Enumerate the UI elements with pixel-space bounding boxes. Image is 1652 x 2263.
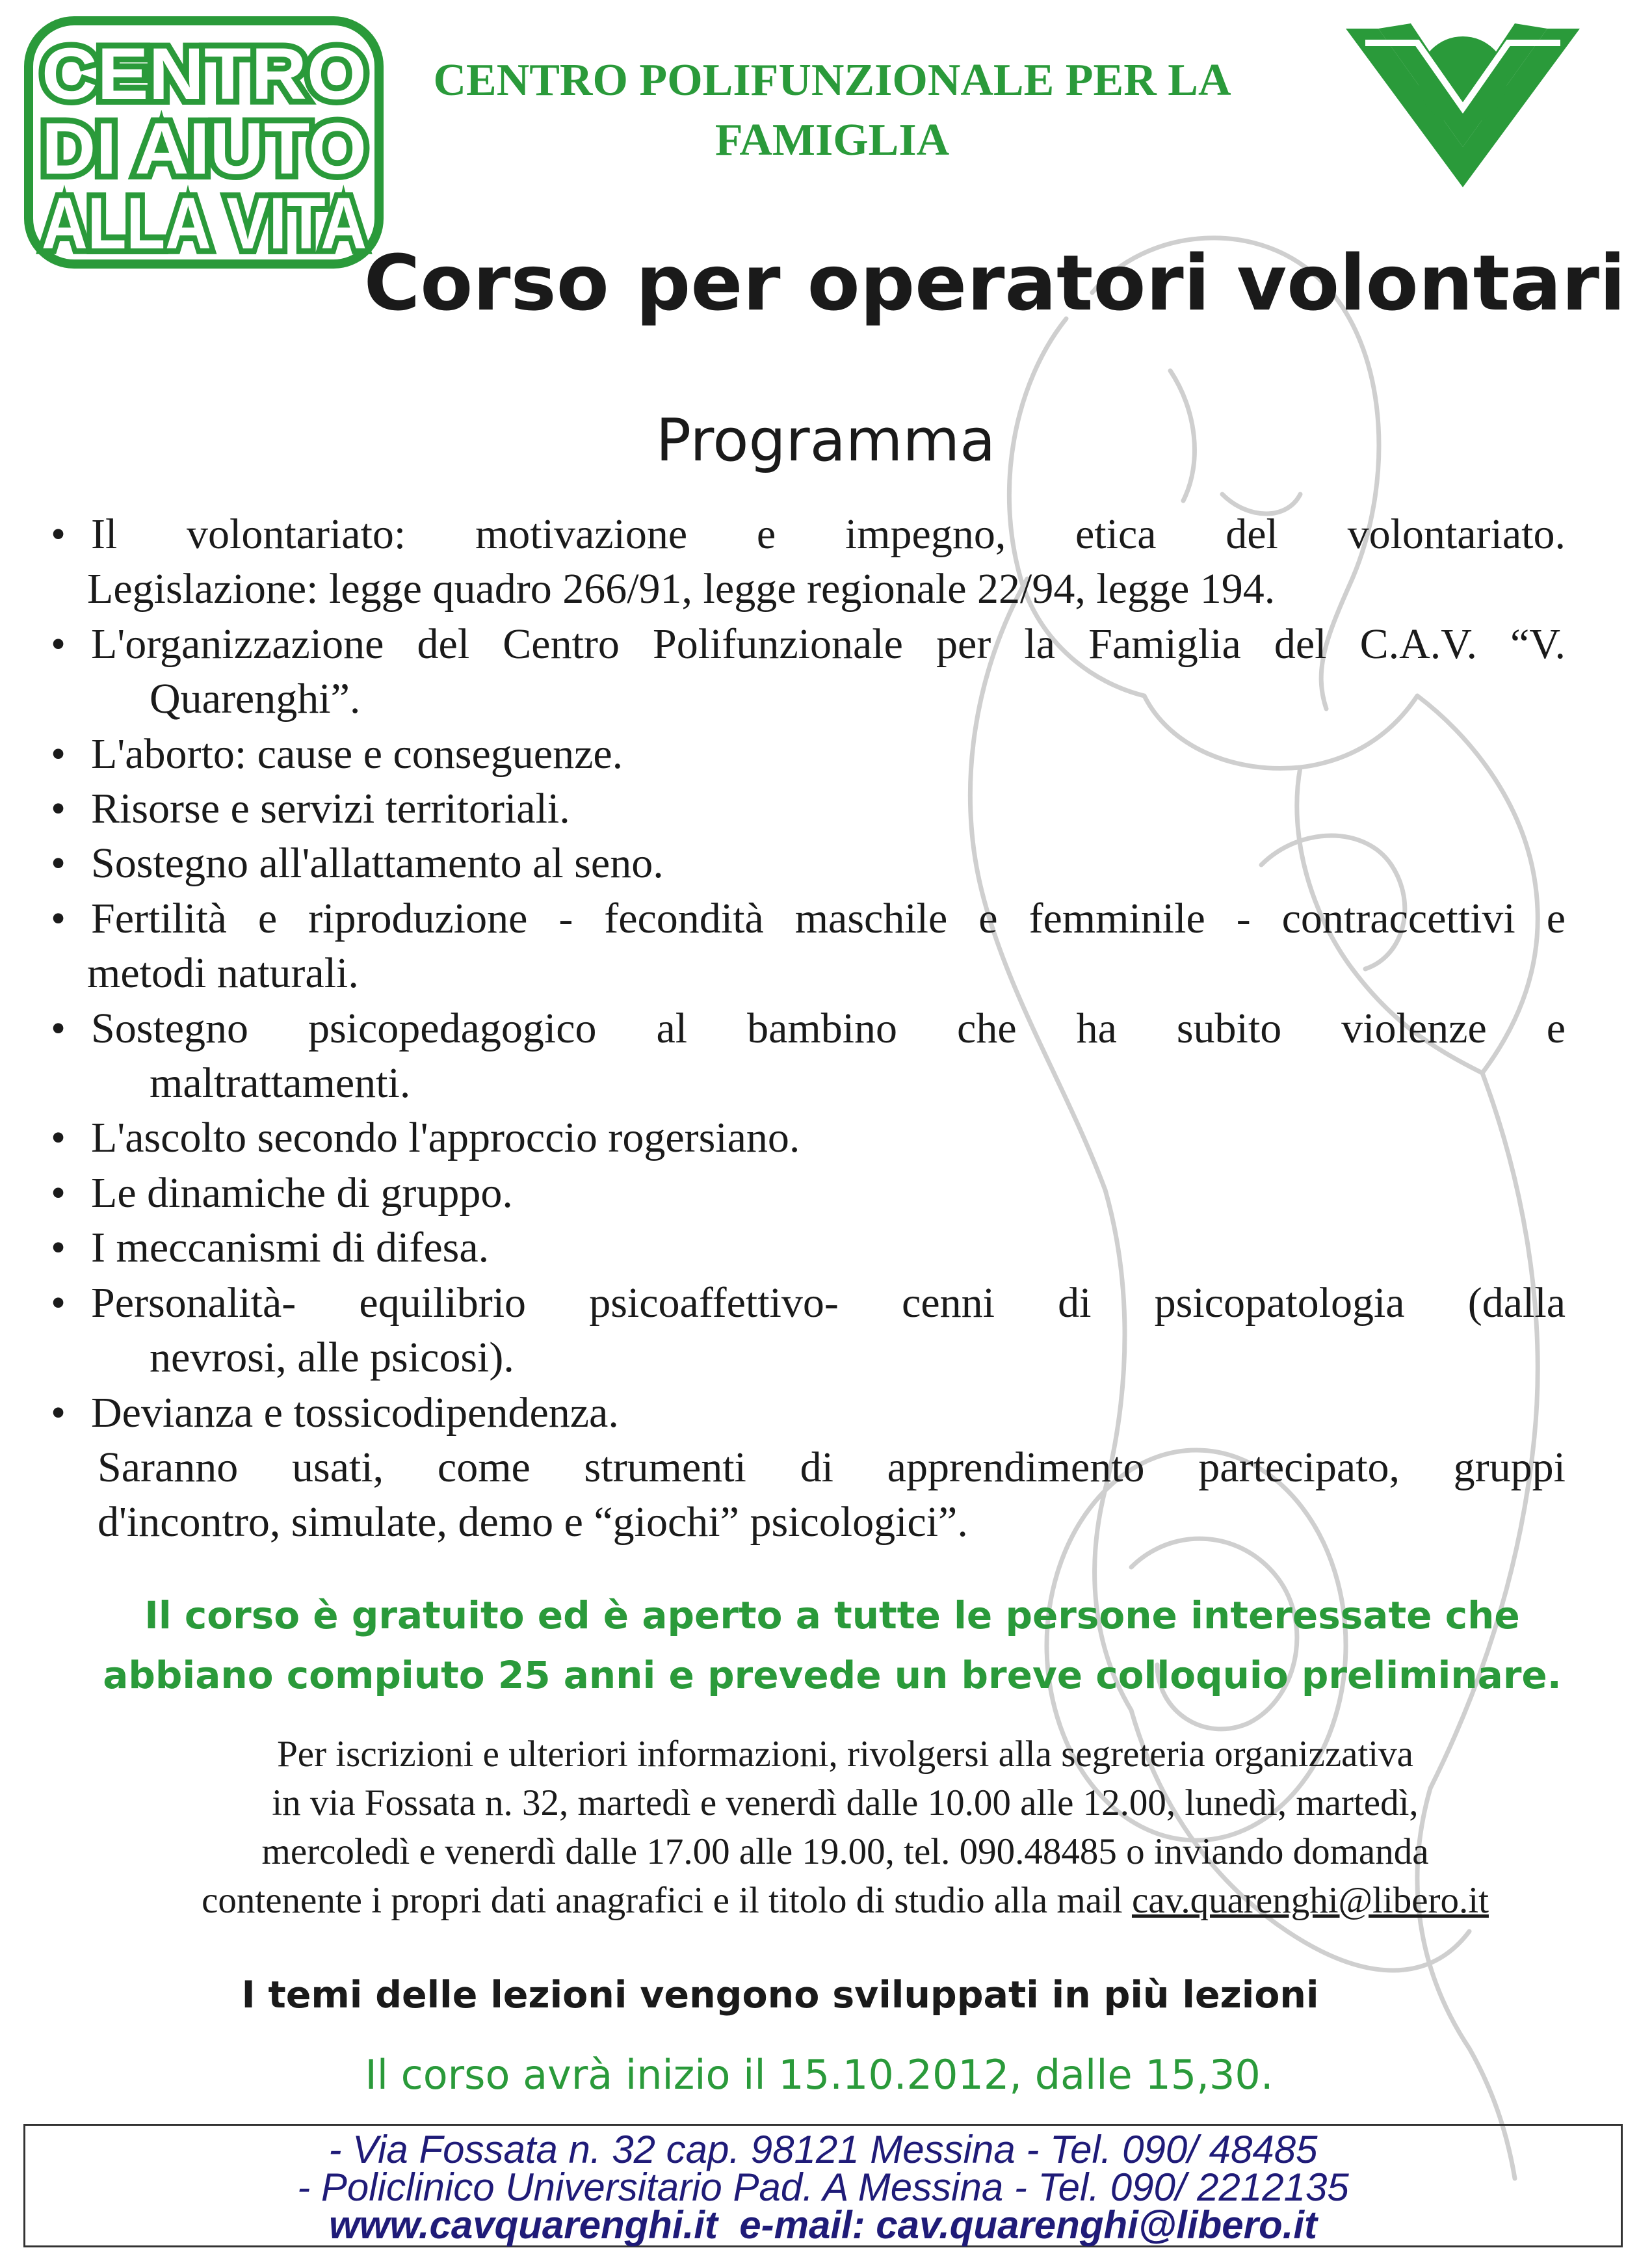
contact-footer — [23, 2124, 1623, 2247]
registration-info-text: contenente i propri dati anagrafici e il titolo di studio alla mail — [202, 1880, 1132, 1921]
centro-aiuto-vita-logo — [23, 16, 384, 269]
registration-info-line: in via Fossata n. 32, martedì e venerdì dalle 10.00 alle 12.00, lunedì, martedì, — [272, 1782, 1419, 1823]
free-course-note-line: abbiano compiuto 25 anni e prevede un breve colloquio preliminare. — [103, 1653, 1562, 1697]
program-item: • Fertilità e riproduzione - fecondità maschile e femminile - contraccettivi e — [51, 892, 1566, 946]
course-start-note: Il corso avrà inizio il 15.10.2012, dalle 15,30. — [365, 2051, 1274, 2098]
program-item: • L'organizzazione del Centro Polifunzionale per la Famiglia del C.A.V. “V. — [51, 617, 1566, 672]
lessons-note: I temi delle lezioni vengono sviluppati in più lezioni — [241, 1974, 1319, 2017]
program-item-continuation: Quarenghi”. — [150, 675, 361, 723]
program-item-continuation: maltrattamenti. — [150, 1059, 411, 1107]
footer-email-link[interactable]: e-mail: cav.quarenghi@libero.it — [739, 2203, 1317, 2247]
page-title: Corso per operatori volontari — [363, 238, 1626, 328]
v-person-logo-icon — [1339, 17, 1586, 189]
organization-name-line-2: FAMIGLIA — [715, 115, 950, 165]
registration-info — [52, 1730, 1638, 1925]
program-item: • Sostegno all'allattamento al seno. — [51, 836, 1566, 891]
logo-line-3: ALLA VITA — [42, 183, 367, 264]
footer-web-line — [25, 2203, 1621, 2247]
program-item: • Personalità- equilibrio psicoaffettivo- cenni di psicopatologia (dalla — [51, 1276, 1566, 1330]
footer-address-line: - Via Fossata n. 32 cap. 98121 Messina - Tel. 090/ 48485 — [328, 2128, 1318, 2171]
program-item-continuation: metodi naturali. — [87, 949, 359, 998]
registration-info-line — [52, 1876, 1638, 1925]
program-item: • Sostegno psicopedagogico al bambino che ha subito violenze e — [51, 1001, 1566, 1056]
program-note: d'incontro, simulate, demo e “giochi” psicologici”. — [98, 1498, 968, 1546]
free-course-note-line: Il corso è gratuito ed è aperto a tutte le persone interessate che — [144, 1593, 1520, 1637]
program-note: Saranno usati, come strumenti di apprendimento partecipato, gruppi — [98, 1443, 1566, 1491]
section-title: Programma — [655, 406, 996, 475]
program-item: • Il volontariato: motivazione e impegno, etica del volontariato. — [51, 507, 1566, 562]
program-item: • Risorse e servizi territoriali. — [51, 782, 1566, 836]
footer-policlinico-line: - Policlinico Universitario Pad. A Messina - Tel. 090/ 2212135 — [297, 2165, 1349, 2209]
logo-line-2: DI AIUTO — [42, 108, 367, 189]
program-item: • I meccanismi di difesa. — [51, 1221, 1566, 1275]
organization-name-line-1: CENTRO POLIFUNZIONALE PER LA — [433, 55, 1231, 105]
organization-name — [390, 51, 1274, 170]
free-course-note — [78, 1585, 1586, 1705]
registration-email-link[interactable]: cav.quarenghi@libero.it — [1131, 1880, 1489, 1921]
footer-website-link[interactable]: www.cavquarenghi.it — [329, 2203, 718, 2247]
program-list — [51, 507, 1566, 1550]
program-item: • L'aborto: cause e conseguenze. — [51, 727, 1566, 782]
program-item: • Devianza e tossicodipendenza. — [51, 1386, 1566, 1440]
program-item: • Le dinamiche di gruppo. — [51, 1166, 1566, 1221]
program-item-continuation: nevrosi, alle psicosi). — [150, 1334, 514, 1382]
program-item: • L'ascolto secondo l'approccio rogersiano. — [51, 1111, 1566, 1165]
logo-line-1: CENTRO — [42, 33, 367, 114]
registration-info-line: Per iscrizioni e ulteriori informazioni, rivolgersi alla segreteria organizzativa — [277, 1734, 1413, 1775]
registration-info-line: mercoledì e venerdì dalle 17.00 alle 19.00, tel. 090.48485 o inviando domanda — [261, 1831, 1429, 1872]
program-item-continuation: Legislazione: legge quadro 266/91, legge regionale 22/94, legge 194. — [87, 565, 1276, 613]
